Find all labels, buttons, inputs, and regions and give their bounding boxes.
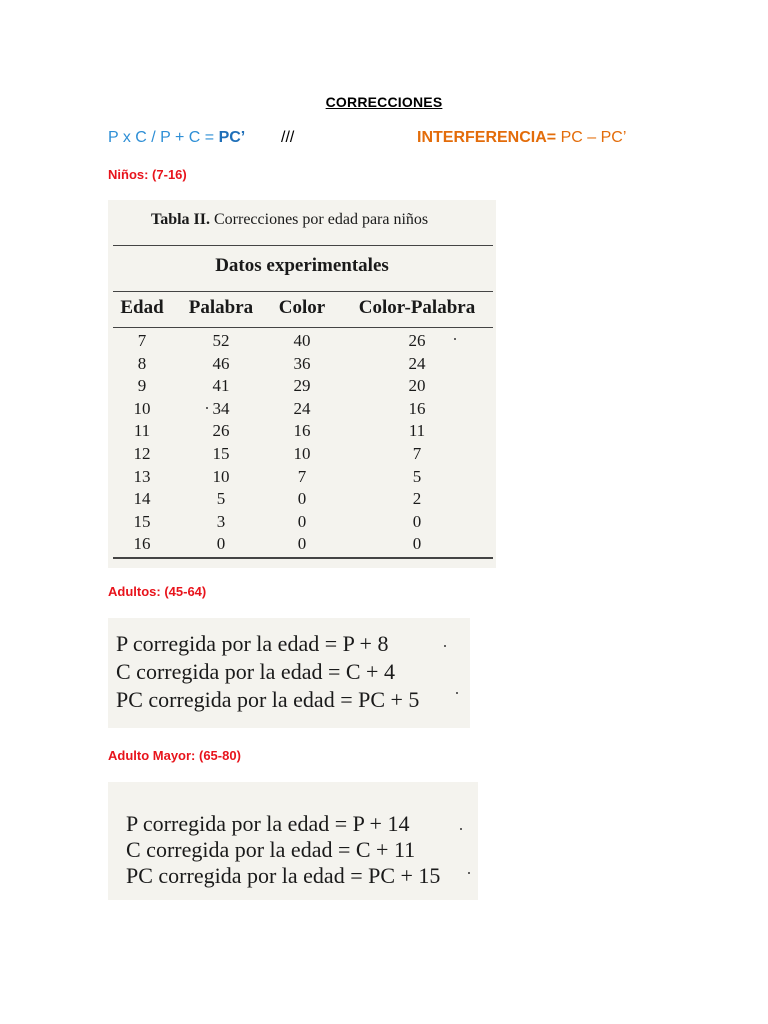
formula-expression: P x C / P + C = [108,129,219,146]
column-header-color-palabra: Color-Palabra [358,297,476,318]
section-label-ninos: Niños: (7-16) [108,167,187,182]
table-cell: 16 [133,534,151,554]
scan-speck [444,645,446,647]
table-cell: 46 [212,353,230,373]
table-cell: 7 [137,331,147,350]
table-rule-top [113,245,493,246]
adulto-mayor-formula-scan [108,782,478,900]
table-cell: 10 [133,398,151,418]
table-cell: 41 [212,376,230,396]
table-cell: 36 [293,353,311,373]
table-cell: 20 [408,376,426,396]
table-cell: 13 [133,466,151,486]
scan-speck [468,872,470,874]
table-cell: 2 [412,489,422,509]
adultos-formula-p: P corregida por la edad = P + 8 [116,631,389,656]
table-rule-header [113,327,493,328]
column-header-palabra: Palabra [188,297,254,318]
scan-speck [460,828,462,830]
table-cell: 10 [293,444,311,463]
table-cell: 9 [137,376,147,396]
table-cell: 16 [408,398,426,418]
scan-speck [456,692,458,694]
table-cell: 12 [133,444,151,463]
table-cell: 11 [133,421,151,441]
mayor-formula-p: P corregida por la edad = P + 14 [126,811,410,836]
table-subheading: Datos experimentales [215,255,389,276]
interference-expression: PC – PC’ [556,129,627,146]
table-cell: 0 [297,534,307,554]
table-cell: 24 [293,398,311,418]
table-rule-subheading [113,291,493,292]
table-cell: 11 [408,421,426,441]
table-rule-bottom [113,557,493,559]
table-cell: 16 [293,421,311,441]
column-header-color: Color [278,297,326,318]
section-label-adulto-mayor: Adulto Mayor: (65-80) [108,748,241,763]
formula-result: PC’ [218,129,246,146]
table-cell: 29 [293,376,311,396]
table-cell: 0 [412,511,422,531]
interference-formula [108,129,245,147]
interference-label: INTERFERENCIA= [417,129,557,146]
adultos-formula-pc: PC corregida por la edad = PC + 5 [116,687,420,712]
table-cell: 26 [212,421,230,441]
table-cell: 34 [212,398,230,418]
mayor-formula-pc: PC corregida por la edad = PC + 15 [126,863,441,888]
table-cell: 0 [412,534,422,554]
table-cell: 8 [137,353,147,373]
table-caption-bold: Tabla II. [151,211,210,228]
scan-speck [454,338,456,340]
page-title: CORRECCIONES [325,94,443,110]
children-correction-table [108,200,496,568]
table-caption [151,211,428,229]
section-label-adultos: Adultos: (45-64) [108,584,207,599]
table-cell: 3 [216,511,226,531]
table-caption-text: Correcciones por edad para niños [210,211,429,228]
adultos-formula-c: C corregida por la edad = C + 4 [116,659,395,684]
table-cell: 5 [412,466,422,486]
table-cell: 14 [133,489,151,509]
table-cell: 10 [212,466,230,486]
interference-definition [417,129,626,147]
table-cell: 0 [297,489,307,509]
scan-speck [206,407,208,409]
table-cell: 7 [412,444,422,463]
table-cell: 40 [293,331,311,350]
table-cell: 7 [297,466,307,486]
formula-separator: /// [281,129,295,146]
table-cell: 15 [212,444,230,463]
table-cell: 52 [212,331,230,350]
table-cell: 0 [216,534,226,554]
mayor-formula-c: C corregida por la edad = C + 11 [126,837,416,862]
table-cell: 15 [133,511,151,531]
column-header-edad: Edad [120,297,164,318]
adultos-formula-scan [108,618,470,728]
table-cell: 0 [297,511,307,531]
formula-row [108,129,708,153]
table-cell: 5 [216,489,226,509]
table-cell: 24 [408,353,426,373]
table-cell: 26 [408,331,426,350]
